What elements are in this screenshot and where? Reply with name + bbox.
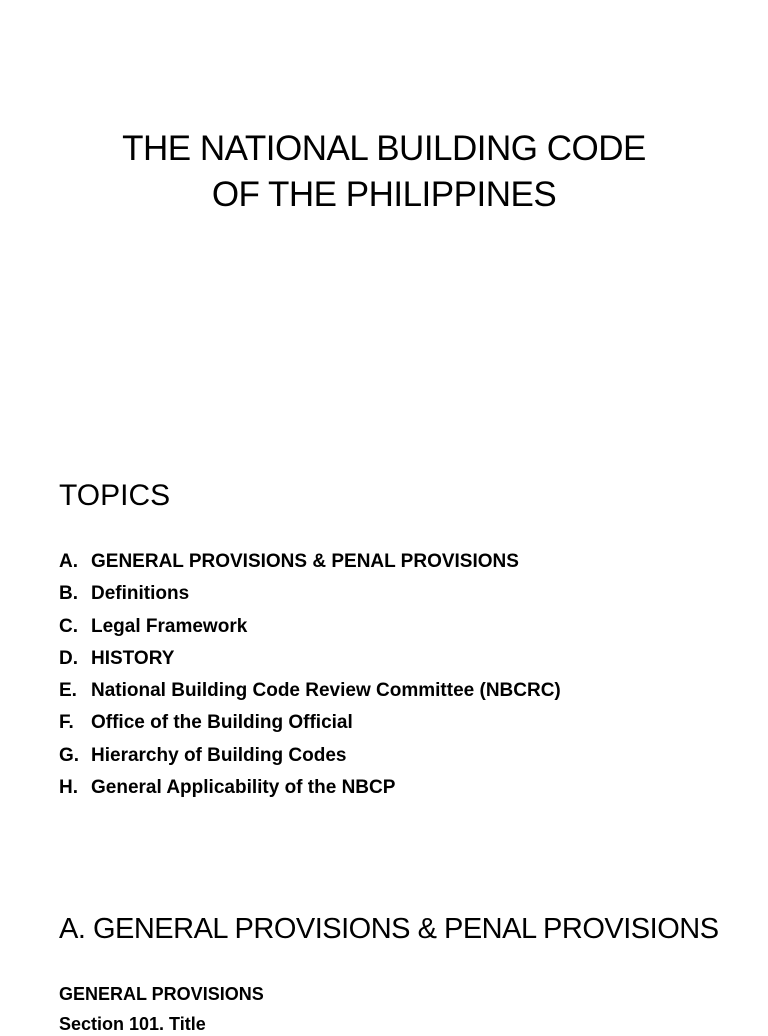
section-heading: A. GENERAL PROVISIONS & PENAL PROVISIONS [59,913,719,945]
general-provisions-subheading: GENERAL PROVISIONS [59,984,264,1004]
title-slide [0,0,768,432]
topic-text: National Building Code Review Committee (NBCRC) [91,680,561,702]
topic-item-c [59,611,561,643]
general-provisions-slide [0,864,768,1034]
topic-text: GENERAL PROVISIONS & PENAL PROVISIONS [91,551,519,572]
title-line-1: THE NATIONAL BUILDING CODE [122,129,646,168]
topic-letter: A. [59,551,78,572]
topic-letter: C. [59,615,78,637]
topic-text: General Applicability of the NBCP [91,777,396,799]
document-title [0,126,768,218]
topic-text: Legal Framework [91,615,248,637]
topic-item-g [59,740,561,772]
topic-letter: D. [59,647,78,669]
topic-text: HISTORY [91,647,175,669]
topics-slide [0,432,768,864]
topics-heading: TOPICS [59,479,171,512]
topic-letter: B. [59,583,78,605]
topic-letter: G. [59,744,80,766]
topic-text: Definitions [91,583,190,605]
topic-item-a [59,546,561,578]
topic-item-b [59,578,561,610]
topic-list [59,546,561,804]
title-line-2: OF THE PHILIPPINES [211,175,557,214]
topic-item-h [59,772,561,804]
topic-letter: H. [59,777,78,799]
section-101-line: Section 101. Title [59,1014,206,1034]
topic-letter: E. [59,680,77,702]
topic-item-e [59,675,561,707]
topic-text: Office of the Building Official [91,712,353,734]
topic-item-f [59,707,561,739]
topic-letter: F. [59,712,74,734]
topic-text: Hierarchy of Building Codes [91,744,347,766]
topic-item-d [59,643,561,675]
